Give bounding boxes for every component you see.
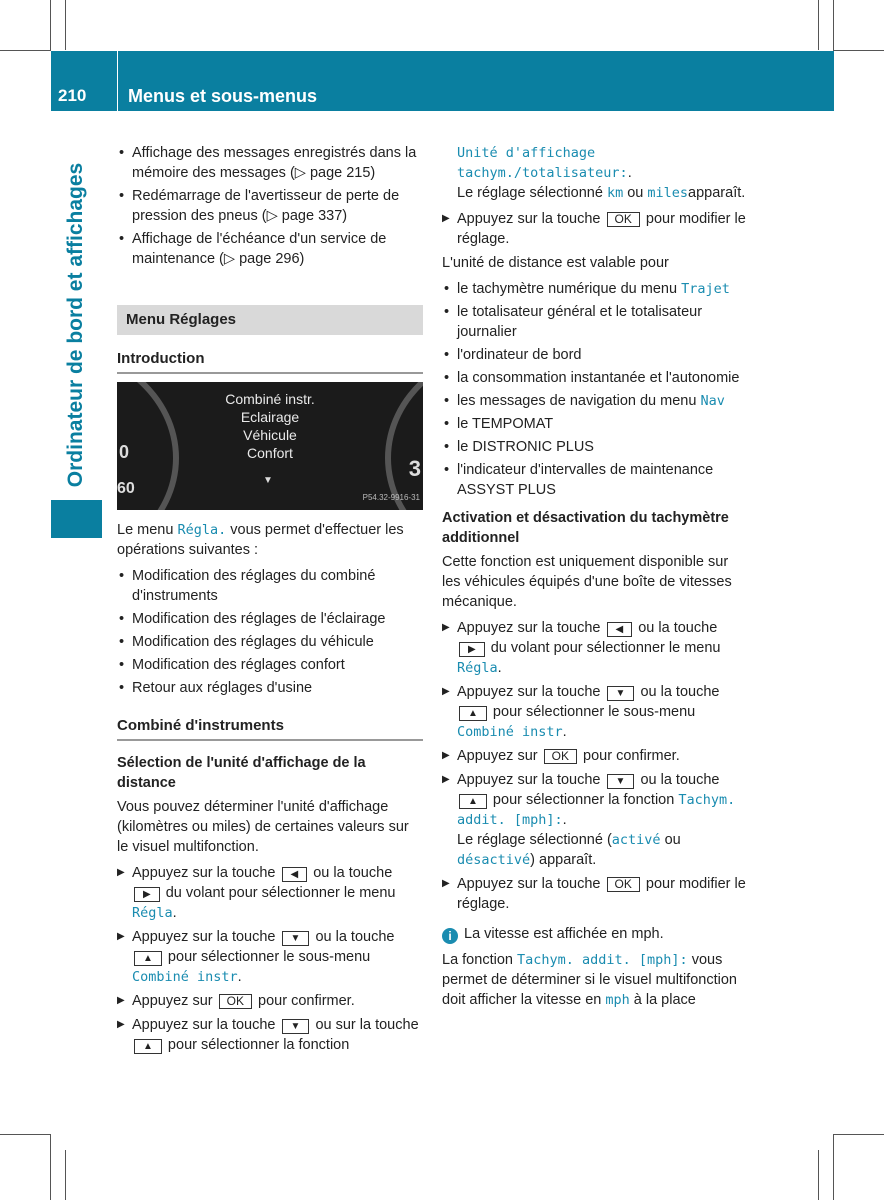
left-key-icon: ◀ (282, 867, 308, 882)
down-key-icon: ▼ (607, 774, 635, 789)
list-item: • Modification des réglages confort (117, 655, 423, 675)
up-key-icon: ▲ (459, 706, 487, 721)
list-item: • le tachymètre numérique du menu Trajet (442, 279, 748, 299)
display-menu-item: Eclairage (240, 409, 300, 425)
ok-key-icon: OK (544, 749, 577, 764)
crop-mark (0, 50, 50, 51)
crop-mark (833, 1134, 834, 1200)
gauge-number: 0 (119, 442, 130, 462)
crop-mark (50, 0, 51, 51)
info-note: i La vitesse est affichée en mph. (442, 924, 748, 944)
chevron-down-icon: ▼ (263, 475, 273, 486)
activation-heading: Activation et désactivation du tachymètre additionnel (442, 510, 729, 546)
instruction-step: ▶ Appuyez sur la touche ▼ ou la touche ▲ pour sélectionner la fonction Tachym. addit. [mph]:. Le réglage sélectionné (activé ou désactivé) apparaît. (442, 770, 748, 870)
page-title: Menus et sous-menus (128, 86, 318, 106)
selection-paragraph: Vous pouvez déterminer l'unité d'affichage (kilomètres ou miles) de certaines valeurs sur le visuel multifonction. (117, 799, 409, 855)
final-paragraph: La fonction Tachym. addit. [mph]: vous permet de déterminer si le visuel multifonction doit afficher la vitesse en mph à la place (442, 952, 737, 1008)
section-title: Menu Réglages (117, 305, 423, 335)
right-column (442, 143, 748, 1016)
right-key-icon: ▶ (459, 642, 485, 657)
ok-key-icon: OK (219, 994, 252, 1009)
crop-mark (818, 0, 819, 50)
instruction-step: ▶ Appuyez sur la touche OK pour modifier le réglage. (442, 874, 748, 914)
crop-mark (65, 1150, 66, 1200)
instruction-step: ▶ Appuyez sur la touche OK pour modifier le réglage. (442, 209, 748, 249)
instruction-step: ▶ Appuyez sur OK pour confirmer. (117, 991, 423, 1011)
list-item: • l'indicateur d'intervalles de maintenance ASSYST PLUS (442, 460, 748, 500)
combine-heading: Combiné d'instruments (117, 716, 423, 741)
info-icon: i (442, 928, 458, 944)
crop-mark (818, 1150, 819, 1200)
display-menu-item: Véhicule (243, 427, 297, 443)
introduction-heading: Introduction (117, 349, 423, 374)
instruction-step: ▶ Appuyez sur la touche ▼ ou la touche ▲ pour sélectionner le sous-menu Combiné instr. (117, 927, 423, 987)
crop-mark (0, 1134, 50, 1135)
instruction-step: ▶ Appuyez sur la touche ◀ ou la touche ▶ du volant pour sélectionner le menu Régla. (117, 863, 423, 923)
crop-mark (50, 1134, 51, 1200)
crop-mark (834, 50, 884, 51)
gauge-number: 3 (408, 456, 421, 481)
display-menu-item: Combiné instr. (225, 391, 315, 407)
page-number: 210 (58, 86, 87, 105)
list-item: • Affichage des messages enregistrés dans la mémoire des messages (▷ page 215) (117, 143, 423, 183)
list-item: • Modification des réglages du combiné d'instruments (117, 566, 423, 606)
right-key-icon: ▶ (134, 887, 160, 902)
list-item: • le DISTRONIC PLUS (442, 437, 748, 457)
display-menu-item: Confort (247, 445, 293, 461)
instruction-step: ▶ Appuyez sur la touche ▼ ou la touche ▲ pour sélectionner le sous-menu Combiné instr. (442, 682, 748, 742)
instruction-step: ▶ Appuyez sur la touche ◀ ou la touche ▶ du volant pour sélectionner le menu Régla. (442, 618, 748, 678)
display-menu-list (212, 390, 328, 462)
list-item: • Modification des réglages du véhicule (117, 632, 423, 652)
list-item: • le totalisateur général et le totalisateur journalier (442, 302, 748, 342)
instruction-step: ▶ Appuyez sur OK pour confirmer. (442, 746, 748, 766)
list-item: • la consommation instantanée et l'autonomie (442, 368, 748, 388)
list-item: • Redémarrage de l'avertisseur de perte de pression des pneus (▷ page 337) (117, 186, 423, 226)
chapter-tab (51, 112, 102, 538)
list-item: • Retour aux réglages d'usine (117, 678, 423, 698)
up-key-icon: ▲ (134, 1039, 162, 1054)
function-code: Unité d'affichage tachym./totalisateur: (457, 145, 628, 181)
list-item: • Affichage de l'échéance d'un service de maintenance (▷ page 296) (117, 229, 423, 269)
menu-code: Régla. (177, 522, 227, 538)
down-key-icon: ▼ (607, 686, 635, 701)
crop-mark (833, 0, 834, 51)
image-code: P54.32-9916-31 (362, 493, 420, 502)
list-item: • les messages de navigation du menu Nav (442, 391, 748, 411)
ok-key-icon: OK (607, 212, 640, 227)
instrument-cluster-image (117, 382, 423, 510)
instruction-step: ▶ Appuyez sur la touche ▼ ou sur la touche ▲ pour sélectionner la fonction (117, 1015, 423, 1055)
down-key-icon: ▼ (282, 1019, 310, 1034)
down-key-icon: ▼ (282, 931, 310, 946)
left-key-icon: ◀ (607, 622, 633, 637)
activation-paragraph: Cette fonction est uniquement disponible sur les véhicules équipés d'une boîte de vitesses mécanique. (442, 554, 732, 610)
ok-key-icon: OK (607, 877, 640, 892)
up-key-icon: ▲ (459, 794, 487, 809)
list-item: • le TEMPOMAT (442, 414, 748, 434)
crop-mark (65, 0, 66, 50)
up-key-icon: ▲ (134, 951, 162, 966)
crop-mark (834, 1134, 884, 1135)
list-item: • l'ordinateur de bord (442, 345, 748, 365)
left-column (117, 143, 423, 1059)
chapter-title: Ordinateur de bord et affichages (64, 162, 87, 488)
unit-paragraph: L'unité de distance est valable pour (442, 255, 669, 271)
chapter-tab-block (51, 500, 102, 538)
gauge-number: 60 (117, 480, 135, 497)
step-continuation: Unité d'affichage tachym./totalisateur:. Le réglage sélectionné km ou milesapparaît. (457, 145, 746, 201)
list-item: • Modification des réglages de l'éclairage (117, 609, 423, 629)
menu-paragraph: Le menu Régla. vous permet d'effectuer les opérations suivantes : (117, 522, 404, 558)
selection-heading: Sélection de l'unité d'affichage de la distance (117, 755, 366, 791)
